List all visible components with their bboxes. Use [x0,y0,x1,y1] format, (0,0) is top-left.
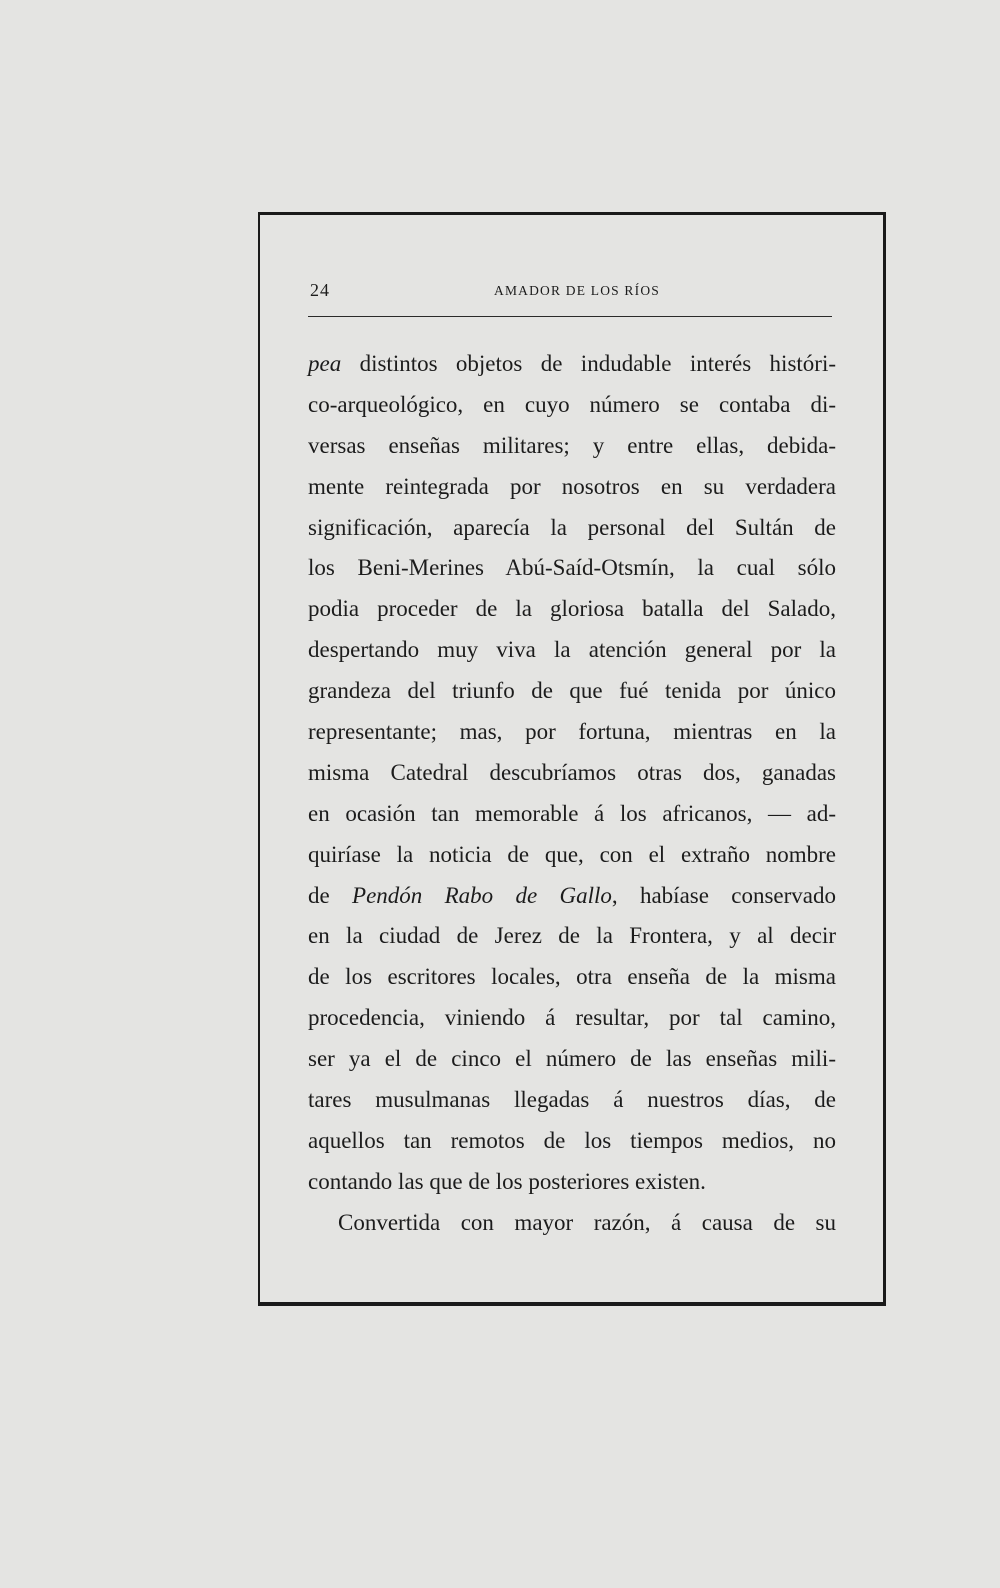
italic-title: Pendón Rabo de Gallo [352,882,612,908]
text-line: ser ya el de cinco el número de las enseñas mili- [308,1046,836,1072]
text-line: en ocasión tan memorable á los africanos, — ad- [308,800,836,826]
text-line: tares musulmanas llegadas á nuestros días, de [308,1087,836,1113]
text-line: quiríase la noticia de que, con el extraño nombre [308,841,836,867]
page-number: 24 [310,280,330,300]
text-line: los Beni-Merines Abú-Saíd-Otsmín, la cual sólo [308,555,836,581]
text-line: grandeza del triunfo de que fué tenida por único [308,678,836,704]
text-line: en la ciudad de Jerez de la Frontera, y al decir [308,923,836,949]
text-line: de los escritores locales, otra enseña de la misma [308,964,836,990]
running-title: AMADOR DE LOS RÍOS [494,283,660,298]
text-line: contando las que de los posteriores existen. [308,1168,706,1194]
text-line: Convertida con mayor razón, á causa de su [338,1209,836,1235]
text-line: mente reintegrada por nosotros en su verdadera [308,473,836,499]
text-line: co-arqueológico, en cuyo número se contaba di- [308,391,836,417]
text-line: aquellos tan remotos de los tiempos medios, no [308,1127,836,1153]
text-line: despertando muy viva la atención general por la [308,637,836,663]
text-line: representante; mas, por fortuna, mientras en la [308,719,836,745]
text-line: procedencia, viniendo á resultar, por tal camino, [308,1005,836,1031]
italic-word: pea [308,351,342,376]
text-span: de [308,882,353,908]
text-line: misma Catedral descubríamos otras dos, ganadas [308,759,836,785]
text-line: significación, aparecía la personal del Sultán de [308,514,836,540]
text-line [308,876,836,917]
header-rule [308,316,832,317]
text-span: distintos objetos de indudable interés históri- [341,351,836,376]
text-span: , habíase conservado [611,882,836,908]
text-line [308,344,836,385]
body-text [308,344,836,1244]
text-line: versas enseñas militares; y entre ellas, debida- [308,432,836,458]
text-line: podia proceder de la gloriosa batalla del Salado, [308,596,836,622]
running-header [308,280,836,306]
